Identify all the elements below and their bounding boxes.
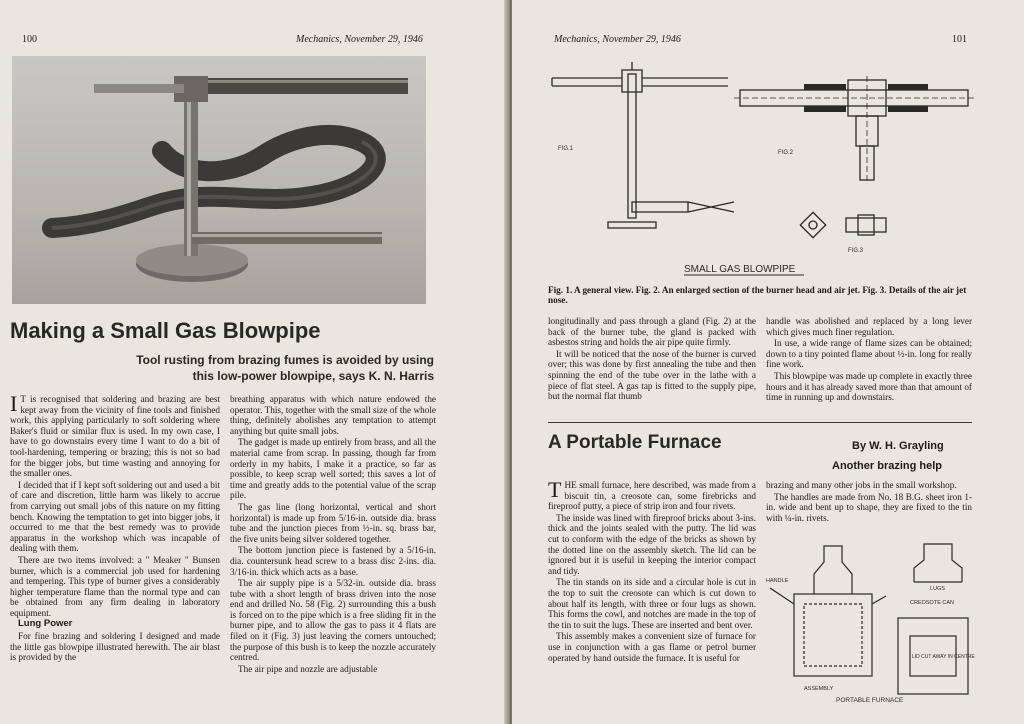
drop-cap: T (548, 477, 562, 502)
sketch-title: PORTABLE FURNACE (836, 697, 904, 704)
paragraph: The gadget is made up entirely from brass, and all the material came from scrap. In passing, though far from orderly in my habits, I make it a practice, so far as possible, to keep scrap well sorted; this saves a lot of time and greatly adds to the potential value of the scrap pile. (230, 437, 436, 501)
running-head: Mechanics, November 29, 1946 (554, 34, 681, 45)
furnace-tagline: Another brazing help (832, 460, 942, 472)
article-subtitle: Tool rusting from brazing fumes is avoided by using this low-power blowpipe, says K. N. Harris (136, 353, 434, 383)
paragraph: For fine brazing and soldering I designed and made the little gas blowpipe illustrated herewith. The air blast is provided by the (10, 631, 220, 663)
figure-caption: Fig. 1. A general view. Fig. 2. An enlarged section of the burner head and air jet. Fig. 3. Details of the air jet nose. (548, 285, 967, 305)
paragraph: This assembly makes a convenient size of furnace for use in conjunction with a gas flame or petrol burner operated by hand outside the furnace. It is useful for (548, 631, 756, 663)
blowpipe-diagram (548, 56, 992, 284)
paragraph-text: T is recognised that soldering and brazing are best kept away from the vicinity of fine tools and finished work, this applying particularly to soft soldering where Baker's fluid or similar flux is used. In my own case, I have to go downstairs every time I want to do a bit of tool-hardening, tempering or brazing; this is not so bad for the bigger jobs, but time wasting and annoying for the smaller ones. (10, 394, 220, 479)
paragraph: There are two items involved: a " Meaker " Bunsen burner, which is a commercial job used for hardening and tempering. This type of burner gives a considerably higher temperature flame than the normal type and can be obtained from any firm dealing in laboratory equipment. (10, 554, 220, 618)
paragraph (548, 477, 756, 512)
furnace-column-2 (766, 480, 972, 524)
fig3-label: FIG.3 (848, 248, 864, 254)
paragraph (10, 391, 220, 479)
paragraph: longitudinally and pass through a gland (Fig. 2) at the back of the burner tube, the gland is packed with asbestos string and holds the air pipe quite firmly. (548, 316, 756, 348)
lid-cut-label: LID CUT AWAY IN CENTRE (912, 654, 975, 660)
furnace-column-1 (548, 477, 756, 664)
page-number: 100 (22, 34, 37, 45)
right-column-2 (766, 316, 972, 404)
paragraph: I decided that if I kept soft soldering out and used a bit of care and discretion, little harm was likely to accrue from carrying out small jobs of this nature on my fitting bench. Knowing the temptation to get into bigger jobs, it occurred to me that the best remedy was to provide apparatus in the workshop which was incapable of dealing with them. (10, 479, 220, 554)
paragraph: The tin stands on its side and a circular hole is cut in the top to suit the creosote can which is cut down to about half its length, with three or four lugs as shown. This forms the cowl, and notches are made in the top of the tin to suit the lugs. These are inserted and bent over. (548, 577, 756, 630)
paragraph: The air supply pipe is a 5/32-in. outside dia. brass tube with a short length of brass driven into the nose end and drilled No. 58 (Fig. 2) surrounding this a bush is forced on to the pipe which is a free sliding fit in the burner pipe, and to allow the gas to pass it 4 flats are filed on it (Fig. 3) just leaving the corners untouched; the purpose of this bush is to keep the nozzle accurately centred. (230, 578, 436, 663)
furnace-article-title: A Portable Furnace (548, 432, 722, 453)
section-heading: Lung Power (18, 618, 73, 630)
paragraph: It will be noticed that the nose of the burner is curved over; this was done by first annealing the tube and then spinning the end of the tube over in the lathe with a piece of flat steel. A gas tap is fitted to the supply pipe, but the normal flat thumb (548, 348, 756, 402)
running-head: Mechanics, November 29, 1946 (296, 34, 423, 45)
paragraph: brazing and many other jobs in the small workshop. (766, 480, 957, 490)
paragraph: breathing apparatus with which nature endowed the operator. This, together with the small size of the whole thing, definitely abolishes any temptation to attempt anything but quite small jobs. (230, 394, 436, 436)
paragraph: This blowpipe was made up complete in exactly three hours and it has already saved more than that amount of time in running up and downstairs. (766, 370, 972, 403)
fig2-label: FIG.2 (778, 150, 794, 156)
paragraph: The inside was lined with fireproof bricks about 3-ins. thick and the joints sealed with the putty. The lid was cut to conform with the edge of the bricks as shown by the dotted line on the assembly sketch. The lid can be ignored but it is useful in keeping the interior compact and tidy. (548, 512, 756, 576)
page-number: 101 (952, 34, 967, 45)
left-column-1 (10, 391, 220, 664)
creosote-can-label: CREOSOTE CAN (910, 600, 955, 606)
left-page (0, 0, 508, 724)
section-divider (548, 422, 972, 423)
assembly-label: ASSEMBLY (804, 686, 834, 692)
drop-cap: I (10, 391, 18, 416)
fig1-label: FIG.1 (558, 146, 574, 152)
right-column-1 (548, 316, 756, 403)
paragraph-text: HE small furnace, here described, was made from a biscuit tin, a creosote can, some firebricks and fireproof putty, a piece of strip iron and four rivets. (548, 480, 756, 512)
blowpipe-photo (12, 56, 426, 304)
handle-label: HANDLE (766, 578, 789, 584)
paragraph: The gas line (long horizontal, vertical and short horizontal) is made up from 5/16-in. outside dia. brass tube and the junction pieces from ½-in. sq. brass bar, the five units being silver soldered together. (230, 501, 436, 544)
paragraph: In use, a wide range of flame sizes can be obtained; down to a tiny pointed flame about ½-in. long for really fine work. (766, 338, 972, 370)
article-title: Making a Small Gas Blowpipe (10, 318, 321, 343)
lugs-label: LUGS (930, 586, 945, 592)
paragraph: The handles are made from No. 18 B.G. sheet iron 1-in. wide and bent up to shape, they are fixed to the tin with ¼-in. rivets. (766, 491, 972, 523)
paragraph: The bottom junction piece is fastened by a 5/16-in. dia. countersunk head screw to a brass disc 2-ins. dia. 3/16-in. thick which acts as a base. (230, 545, 436, 577)
left-column-2 (230, 394, 436, 675)
furnace-byline: By W. H. Grayling (852, 440, 944, 452)
paragraph: The air pipe and nozzle are adjustable (238, 663, 378, 674)
paragraph: handle was abolished and replaced by a long lever which gives much finer regulation. (766, 316, 972, 337)
diagram-title: SMALL GAS BLOWPIPE (684, 264, 796, 275)
furnace-sketch (764, 534, 976, 710)
